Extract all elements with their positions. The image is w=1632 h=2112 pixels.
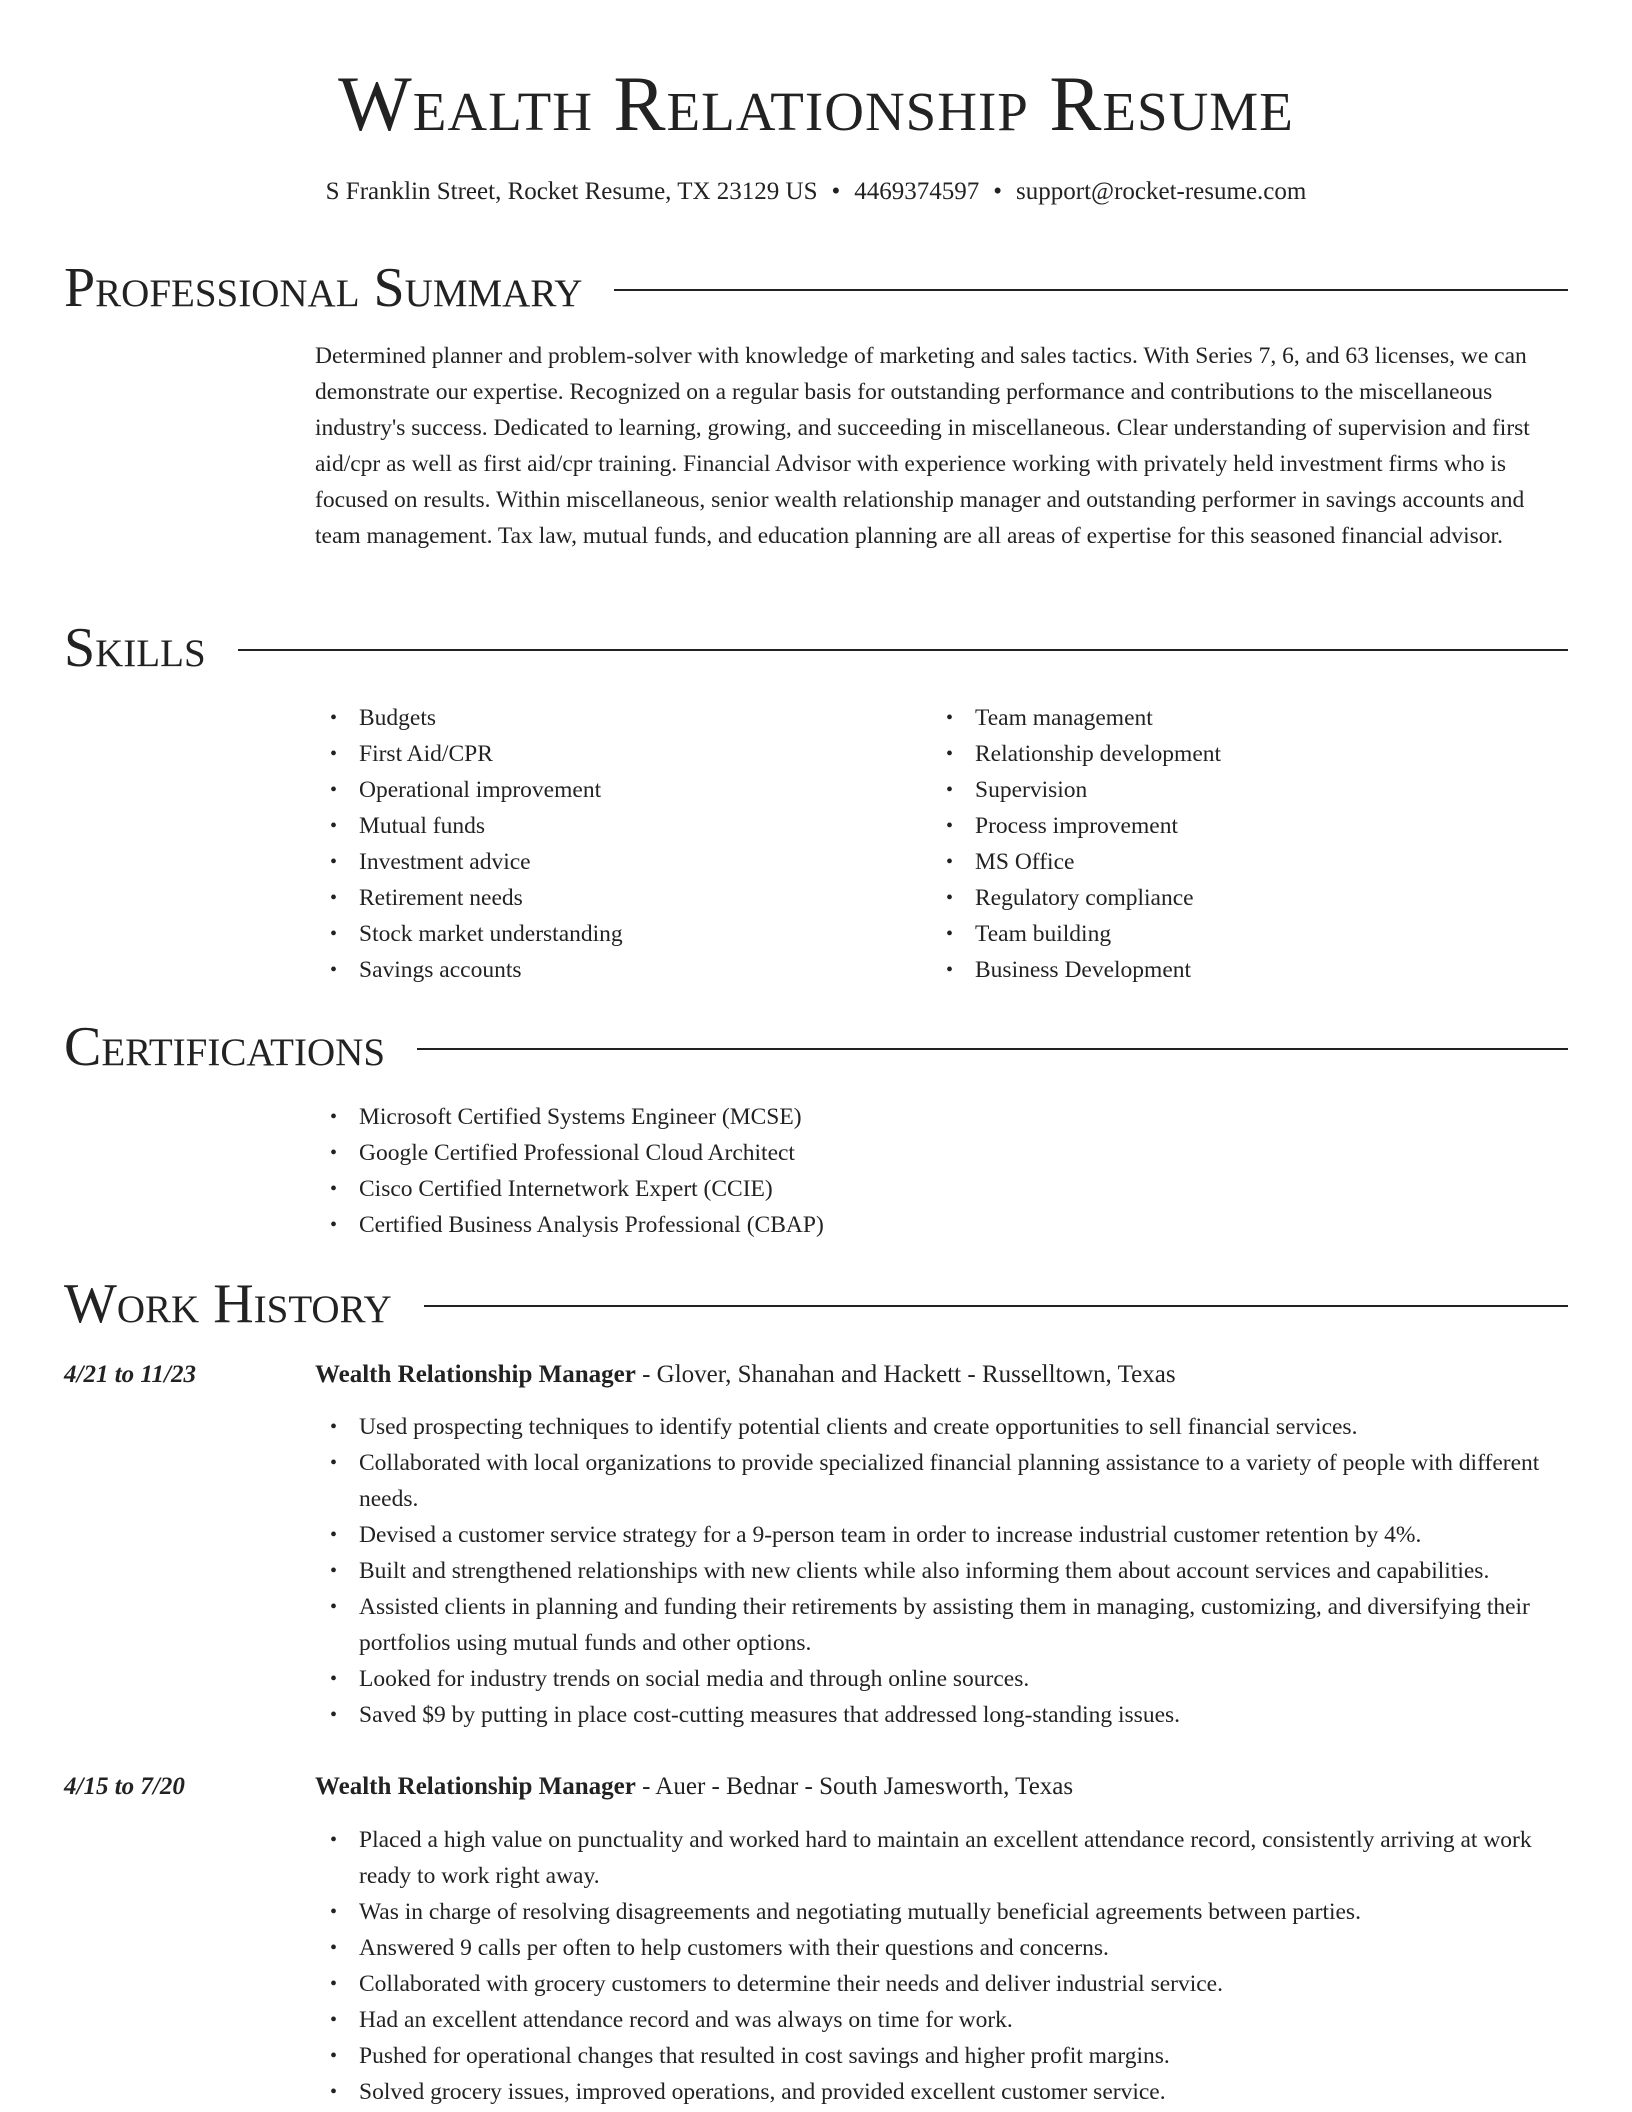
skill-item: • Investment advice <box>315 844 915 880</box>
job-bullet: • Saved $9 by putting in place cost-cutting measures that addressed long-standing issues. <box>315 1697 1568 1733</box>
job-bullet: • Devised a customer service strategy for a 9-person team in order to increase industrial customer retention by 4%. <box>315 1517 1568 1553</box>
skills-list-right <box>931 700 1571 988</box>
job-bullet: • Answered 9 calls per often to help customers with their questions and concerns. <box>315 1930 1568 1966</box>
section-title-skills: Skills <box>64 617 206 679</box>
job-bullet: • Assisted clients in planning and funding their retirements by assisting them in managing, customizing, and diversifying their portfolios using mutual funds and other options. <box>315 1589 1568 1661</box>
skill-item: • MS Office <box>931 844 1571 880</box>
job-bullet: • Collaborated with grocery customers to determine their needs and deliver industrial service. <box>315 1966 1568 2002</box>
certification-item: • Google Certified Professional Cloud Architect <box>315 1135 1515 1171</box>
job-bullet: • Had an excellent attendance record and was always on time for work. <box>315 2002 1568 2038</box>
section-header-work-history <box>64 1269 1568 1339</box>
section-title-summary: Professional Summary <box>64 257 583 319</box>
job-dates: 4/21 to 11/23 <box>64 1361 196 1388</box>
skill-item: • Business Development <box>931 952 1571 988</box>
section-header-skills <box>64 613 1568 683</box>
skills-list-left <box>315 700 915 988</box>
section-divider <box>614 289 1568 291</box>
job-employer: - Auer - Bednar - South Jamesworth, Texas <box>635 1773 1074 1800</box>
section-divider <box>417 1048 1568 1050</box>
skill-item: • Team building <box>931 916 1571 952</box>
summary-text: Determined planner and problem-solver with knowledge of marketing and sales tactics. With Series 7, 6, and 63 licenses, we can demonstrate our expertise. Recognized on a regular basis for outstanding performance and contributions to the miscellaneous industry's success. Dedicated to learning, growing, and succeeding in miscellaneous. Clear understanding of supervision and first aid/cpr as well as first aid/cpr training. Financial Advisor with experience working with privately held investment firms who is focused on results. Within miscellaneous, senior wealth relationship manager and outstanding performer in savings accounts and team management. Tax law, mutual funds, and education planning are all areas of expertise for this seasoned financial advisor. <box>315 343 1530 549</box>
certification-item: • Certified Business Analysis Professional (CBAP) <box>315 1207 1515 1243</box>
contact-line <box>0 174 1632 210</box>
job-employer: - Glover, Shanahan and Hackett - Russelltown, Texas <box>635 1361 1176 1388</box>
contact-address: S Franklin Street, Rocket Resume, TX 23129 US <box>325 178 818 205</box>
contact-email: support@rocket-resume.com <box>1016 178 1307 205</box>
resume-title: Wealth Relationship Resume <box>338 60 1294 147</box>
skill-item: • Team management <box>931 700 1571 736</box>
contact-separator: • <box>993 178 1003 205</box>
skill-item: • Stock market understanding <box>315 916 915 952</box>
job-role: Wealth Relationship Manager <box>315 1773 636 1800</box>
skill-item: • Relationship development <box>931 736 1571 772</box>
skill-item: • Regulatory compliance <box>931 880 1571 916</box>
job-bullet: • Solved grocery issues, improved operations, and provided excellent customer service. <box>315 2074 1568 2110</box>
job-bullets <box>315 1822 1568 2110</box>
skill-item: • Process improvement <box>931 808 1571 844</box>
contact-phone: 4469374597 <box>854 178 980 205</box>
skill-item: • Operational improvement <box>315 772 915 808</box>
section-header-certifications <box>64 1012 1568 1082</box>
section-divider <box>238 649 1568 651</box>
skill-item: • Savings accounts <box>315 952 915 988</box>
job-title-line <box>315 1769 1568 1805</box>
skill-item: • Retirement needs <box>315 880 915 916</box>
job-bullet: • Looked for industry trends on social media and through online sources. <box>315 1661 1568 1697</box>
job-bullet: • Was in charge of resolving disagreements and negotiating mutually beneficial agreements between parties. <box>315 1894 1568 1930</box>
skill-item: • First Aid/CPR <box>315 736 915 772</box>
section-header-summary <box>64 253 1568 323</box>
section-divider <box>424 1305 1568 1307</box>
job-bullet: • Pushed for operational changes that resulted in cost savings and higher profit margins. <box>315 2038 1568 2074</box>
job-bullets <box>315 1409 1568 1733</box>
job-bullet: • Used prospecting techniques to identify potential clients and create opportunities to sell financial services. <box>315 1409 1568 1445</box>
section-title-work-history: Work History <box>64 1273 392 1335</box>
job-bullet: • Collaborated with local organizations to provide specialized financial planning assistance to a variety of people with different needs. <box>315 1445 1568 1517</box>
section-title-certifications: Certifications <box>64 1016 386 1078</box>
certifications-list <box>315 1099 1515 1243</box>
certification-item: • Cisco Certified Internetwork Expert (CCIE) <box>315 1171 1515 1207</box>
job-role: Wealth Relationship Manager <box>315 1361 636 1388</box>
skill-item: • Supervision <box>931 772 1571 808</box>
job-bullet: • Placed a high value on punctuality and worked hard to maintain an excellent attendance record, consistently arriving at work ready to work right away. <box>315 1822 1568 1894</box>
job-bullet: • Built and strengthened relationships with new clients while also informing them about account services and capabilities. <box>315 1553 1568 1589</box>
job-title-line <box>315 1357 1568 1393</box>
contact-separator: • <box>831 178 841 205</box>
skill-item: • Mutual funds <box>315 808 915 844</box>
certification-item: • Microsoft Certified Systems Engineer (MCSE) <box>315 1099 1515 1135</box>
job-dates: 4/15 to 7/20 <box>64 1773 185 1800</box>
skill-item: • Budgets <box>315 700 915 736</box>
